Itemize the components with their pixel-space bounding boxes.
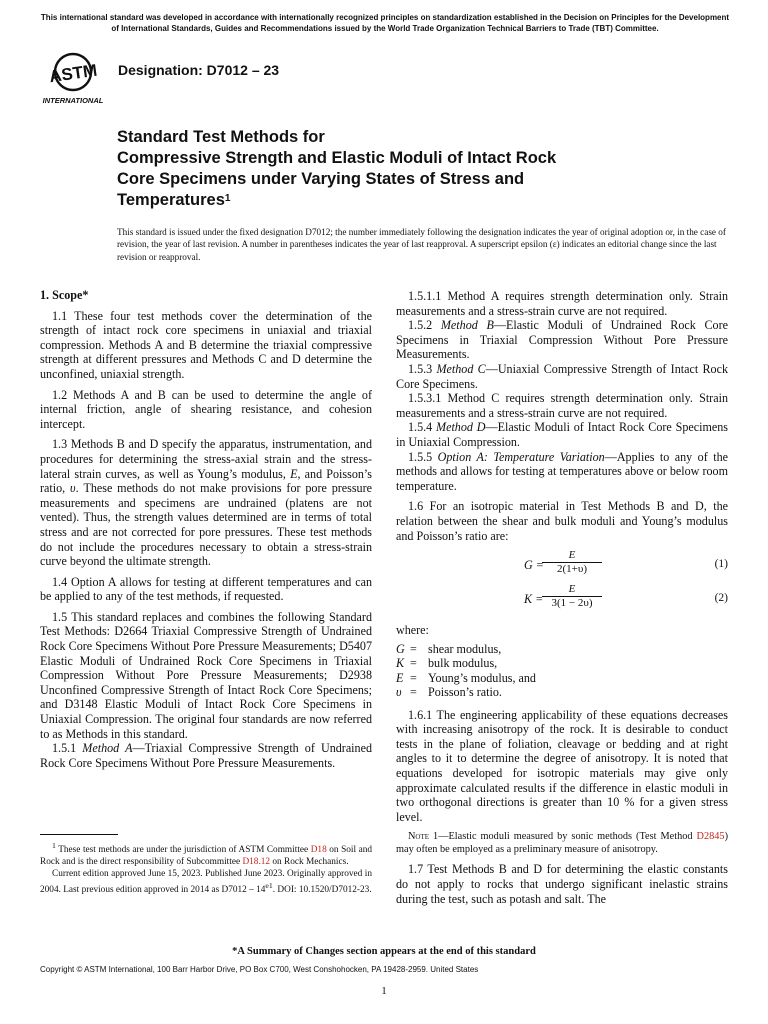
- note-label: Note 1: [408, 831, 439, 843]
- symbol: υ: [396, 685, 402, 700]
- method-name: Method A: [82, 741, 133, 756]
- equals: =: [410, 670, 417, 685]
- para-1-6: 1.6 For an isotropic material in Test Methods B and D, the relation between the shear and bulk moduli and Young’s modulus and Poisson’s ratio are:: [396, 499, 728, 543]
- para-1-4: 1.4 Option A allows for testing at different temperatures and can be applied to any of the test methods, if requested.: [40, 574, 372, 604]
- document-title: [117, 127, 677, 211]
- footnote: [40, 840, 372, 897]
- note-1: [396, 830, 728, 856]
- definition: Young’s modulus, and: [428, 670, 536, 685]
- svg-text:INTERNATIONAL: INTERNATIONAL: [42, 96, 104, 105]
- para-number: 1.5.2: [408, 318, 441, 333]
- footnote-text-c: on Rock Mechanics.: [270, 856, 349, 867]
- para-1-6-1: 1.6.1 The engineering applicability of these equations decreases with increasing anisotropy of the rock. It is desirable to conduct tests in the plane of foliation, cleavage or bedding and at right angles to it to determine the degree of anisotropy. It is noted that equations developed for isotropic materials may give only approximate calculated results if the difference in elastic moduli in two orthogonal directions is greater than 10 % for a given stress level.: [396, 707, 728, 824]
- para-1-5-3: [396, 362, 728, 391]
- definition-row: [396, 656, 728, 671]
- standardization-notice: This international standard was developed in accordance with internationally recognized principles on standardization established in the Decision on Principles for the Development of International Standards, Guides and Recommendations issued by the World Trade Organization Technical Barriers to Trade (TBT) Committee.: [40, 13, 730, 33]
- title-line-4: [117, 190, 677, 211]
- page-number: 1: [381, 985, 387, 997]
- symbol: E: [396, 670, 404, 685]
- equals: =: [410, 656, 417, 671]
- para-1-5: 1.5 This standard replaces and combines the following Standard Test Methods: D2664 Triaxial Compressive Strength of Undrained Rock Core Specimens Without Pore Pressure Measurements; D5407 Elastic Moduli of Undrained Rock Core Specimens in Triaxial Compression Without Pore Pressure Measurements; D2938 Unconfined Compressive Strength of Intact Rock Core Specimens; and D3148 Elastic Moduli of Intact Rock Core Specimens in Uniaxial Compression. The original four standards are now referred to as Methods in this standard.: [40, 609, 372, 741]
- note-text-b: ) may often be employed as a preliminary measure of anisotropy.: [396, 831, 728, 856]
- definition-row: [396, 642, 728, 657]
- para-number: 1.5.1: [52, 741, 83, 756]
- para-1-5-1: [40, 741, 372, 770]
- issuance-statement: This standard is issued under the fixed designation D7012; the number immediately following the designation indicates the year of original adoption or, in the case of revision, the year of last revision. A number in parentheses indicates the year of last reapproval. A superscript epsilon (ε) indicates an editorial change since the last revision or reapproval.: [117, 227, 726, 262]
- footnote-text-d: Current edition approved June 15, 2023. Published June 2023. Originally approved in 2004. Last previous edition approved in 2014 as D7012 – 14: [40, 868, 372, 896]
- para-text: —Elastic Moduli of Undrained Rock Core Specimens in Triaxial Compression Without Pore Pressure Measurements.: [396, 318, 729, 362]
- equation-number: (2): [714, 592, 728, 605]
- epsilon-superscript: e1: [265, 881, 273, 891]
- symbol: K: [396, 656, 405, 671]
- designation: Designation: D7012 – 23: [118, 62, 280, 78]
- denominator: 3(1 − 2υ): [551, 597, 593, 610]
- para-1-3-a: 1.3 Methods B and D specify the apparatus, instrumentation, and procedures for determining the stress-axial strain and the stress-lateral strain curves, as well as Young’s modulus,: [40, 437, 372, 481]
- equation-2: [396, 583, 728, 613]
- para-1-3-c: . These methods do not make provisions for pore pressure measurements and specimens are undrained (platens are not vented). Thus, the strength values determined are in terms of total stress and are not corrected for pore pressures. These test methods do not include the procedures necessary to obtain a stress-strain curve beyond the ultimate strength.: [40, 481, 372, 569]
- para-1-5-2: [396, 318, 728, 362]
- equation-lhs: K =: [524, 592, 544, 607]
- equation-1: [396, 549, 728, 579]
- para-number: 1.5.3: [408, 361, 437, 376]
- method-name: Method C: [436, 361, 486, 376]
- summary-of-changes-notice: *A Summary of Changes section appears at the end of this standard: [232, 946, 536, 957]
- right-column: [396, 289, 728, 912]
- astm-logo: [40, 48, 110, 106]
- para-1-3-b: , and Poisson’s ratio,: [40, 466, 372, 496]
- footnote-edition: [40, 869, 372, 898]
- equation-fraction: [542, 583, 602, 610]
- title-footnote-mark: 1: [224, 193, 231, 204]
- para-1-1: 1.1 These four test methods cover the determination of the strength of intact rock core specimens in uniaxial and triaxial compression. Methods A and B determine the triaxial compressive strength at different pressures and Methods C and D determine the unconfined, uniaxial strength.: [40, 308, 372, 381]
- equation-lhs: G =: [524, 558, 544, 573]
- definition-row: [396, 685, 728, 700]
- method-name: Method D: [436, 420, 486, 435]
- para-1-5-5: [396, 450, 728, 494]
- definition-row: [396, 671, 728, 686]
- para-1-5-3-1: 1.5.3.1 Method C requires strength determination only. Strain measurements and a stress-strain curve are not required.: [396, 391, 728, 420]
- where-label: where:: [396, 623, 429, 638]
- symbol: G: [396, 641, 405, 656]
- para-text: —Applies to any of the methods and allows for testing at temperatures above or below room temperature.: [396, 449, 728, 493]
- definition: Poisson’s ratio.: [428, 685, 502, 700]
- footnote-rule: [40, 834, 118, 835]
- link-committee-d18[interactable]: D18: [310, 845, 327, 856]
- para-text: —Triaxial Compressive Strength of Undrained Rock Core Specimens Without Pore Pressure Measurements.: [40, 741, 373, 770]
- denominator: 2(1+υ): [557, 563, 587, 576]
- equation-fraction: [542, 549, 602, 576]
- equals: =: [410, 685, 417, 700]
- numerator: E: [542, 549, 602, 563]
- equation-number: (1): [714, 558, 728, 571]
- para-1-2: 1.2 Methods A and B can be used to determine the angle of internal friction, angle of shearing resistance, and cohesion intercept.: [40, 387, 372, 431]
- numerator: E: [542, 583, 602, 597]
- symbol-nu: υ: [70, 481, 76, 496]
- footnote-text-e: . DOI: 10.1520/D7012-23.: [272, 885, 372, 896]
- para-number: 1.5.5: [408, 449, 438, 464]
- title-line-1: Standard Test Methods for: [117, 128, 325, 146]
- equals: =: [410, 641, 417, 656]
- para-text: —Elastic Moduli of Intact Rock Core Specimens in Uniaxial Compression.: [396, 420, 729, 449]
- para-number: 1.5.4: [408, 420, 436, 435]
- definition: shear modulus,: [428, 641, 502, 656]
- para-1-5-1-1: 1.5.1.1 Method A requires strength determination only. Strain measurements and a stress-strain curve are not required.: [396, 289, 728, 318]
- title-line-4-text: Temperatures: [117, 191, 225, 209]
- svg-text:ASTM: ASTM: [48, 60, 99, 87]
- option-name: Option A: Temperature Variation: [437, 449, 605, 464]
- copyright: Copyright © ASTM International, 100 Barr Harbor Drive, PO Box C700, West Conshohocken, PA 19428-2959. United States: [40, 965, 479, 974]
- para-text: —Uniaxial Compressive Strength of Intact Rock Core Specimens.: [396, 361, 728, 391]
- footnote-mark: 1: [52, 841, 56, 850]
- note-text-a: —Elastic moduli measured by sonic methods (Test Method: [438, 831, 697, 843]
- para-1-3: [40, 437, 372, 568]
- method-name: Method B: [440, 318, 494, 333]
- link-subcommittee-d18-12[interactable]: D18.12: [242, 856, 271, 867]
- link-d2845[interactable]: D2845: [696, 831, 725, 843]
- footnote-text-b: on Soil and Rock and is the direct responsibility of Subcommittee: [40, 845, 372, 867]
- section-heading-scope: 1. Scope*: [40, 288, 89, 302]
- para-1-7: 1.7 Test Methods B and D for determining the elastic constants do not apply to rocks that undergo significant inelastic strains during the test, such as potash and salt. The: [396, 862, 728, 906]
- title-line-3: Core Specimens under Varying States of Stress and: [117, 170, 525, 188]
- title-line-2: Compressive Strength and Elastic Moduli of Intact Rock: [117, 149, 557, 167]
- left-column: [40, 288, 372, 776]
- footnote-jurisdiction: [40, 840, 372, 869]
- definition: bulk modulus,: [428, 656, 498, 671]
- footnote-text-a: These test methods are under the jurisdiction of ASTM Committee: [55, 845, 311, 856]
- symbol-definitions: [396, 642, 728, 700]
- para-1-5-4: [396, 420, 728, 449]
- symbol-e: E: [290, 466, 298, 481]
